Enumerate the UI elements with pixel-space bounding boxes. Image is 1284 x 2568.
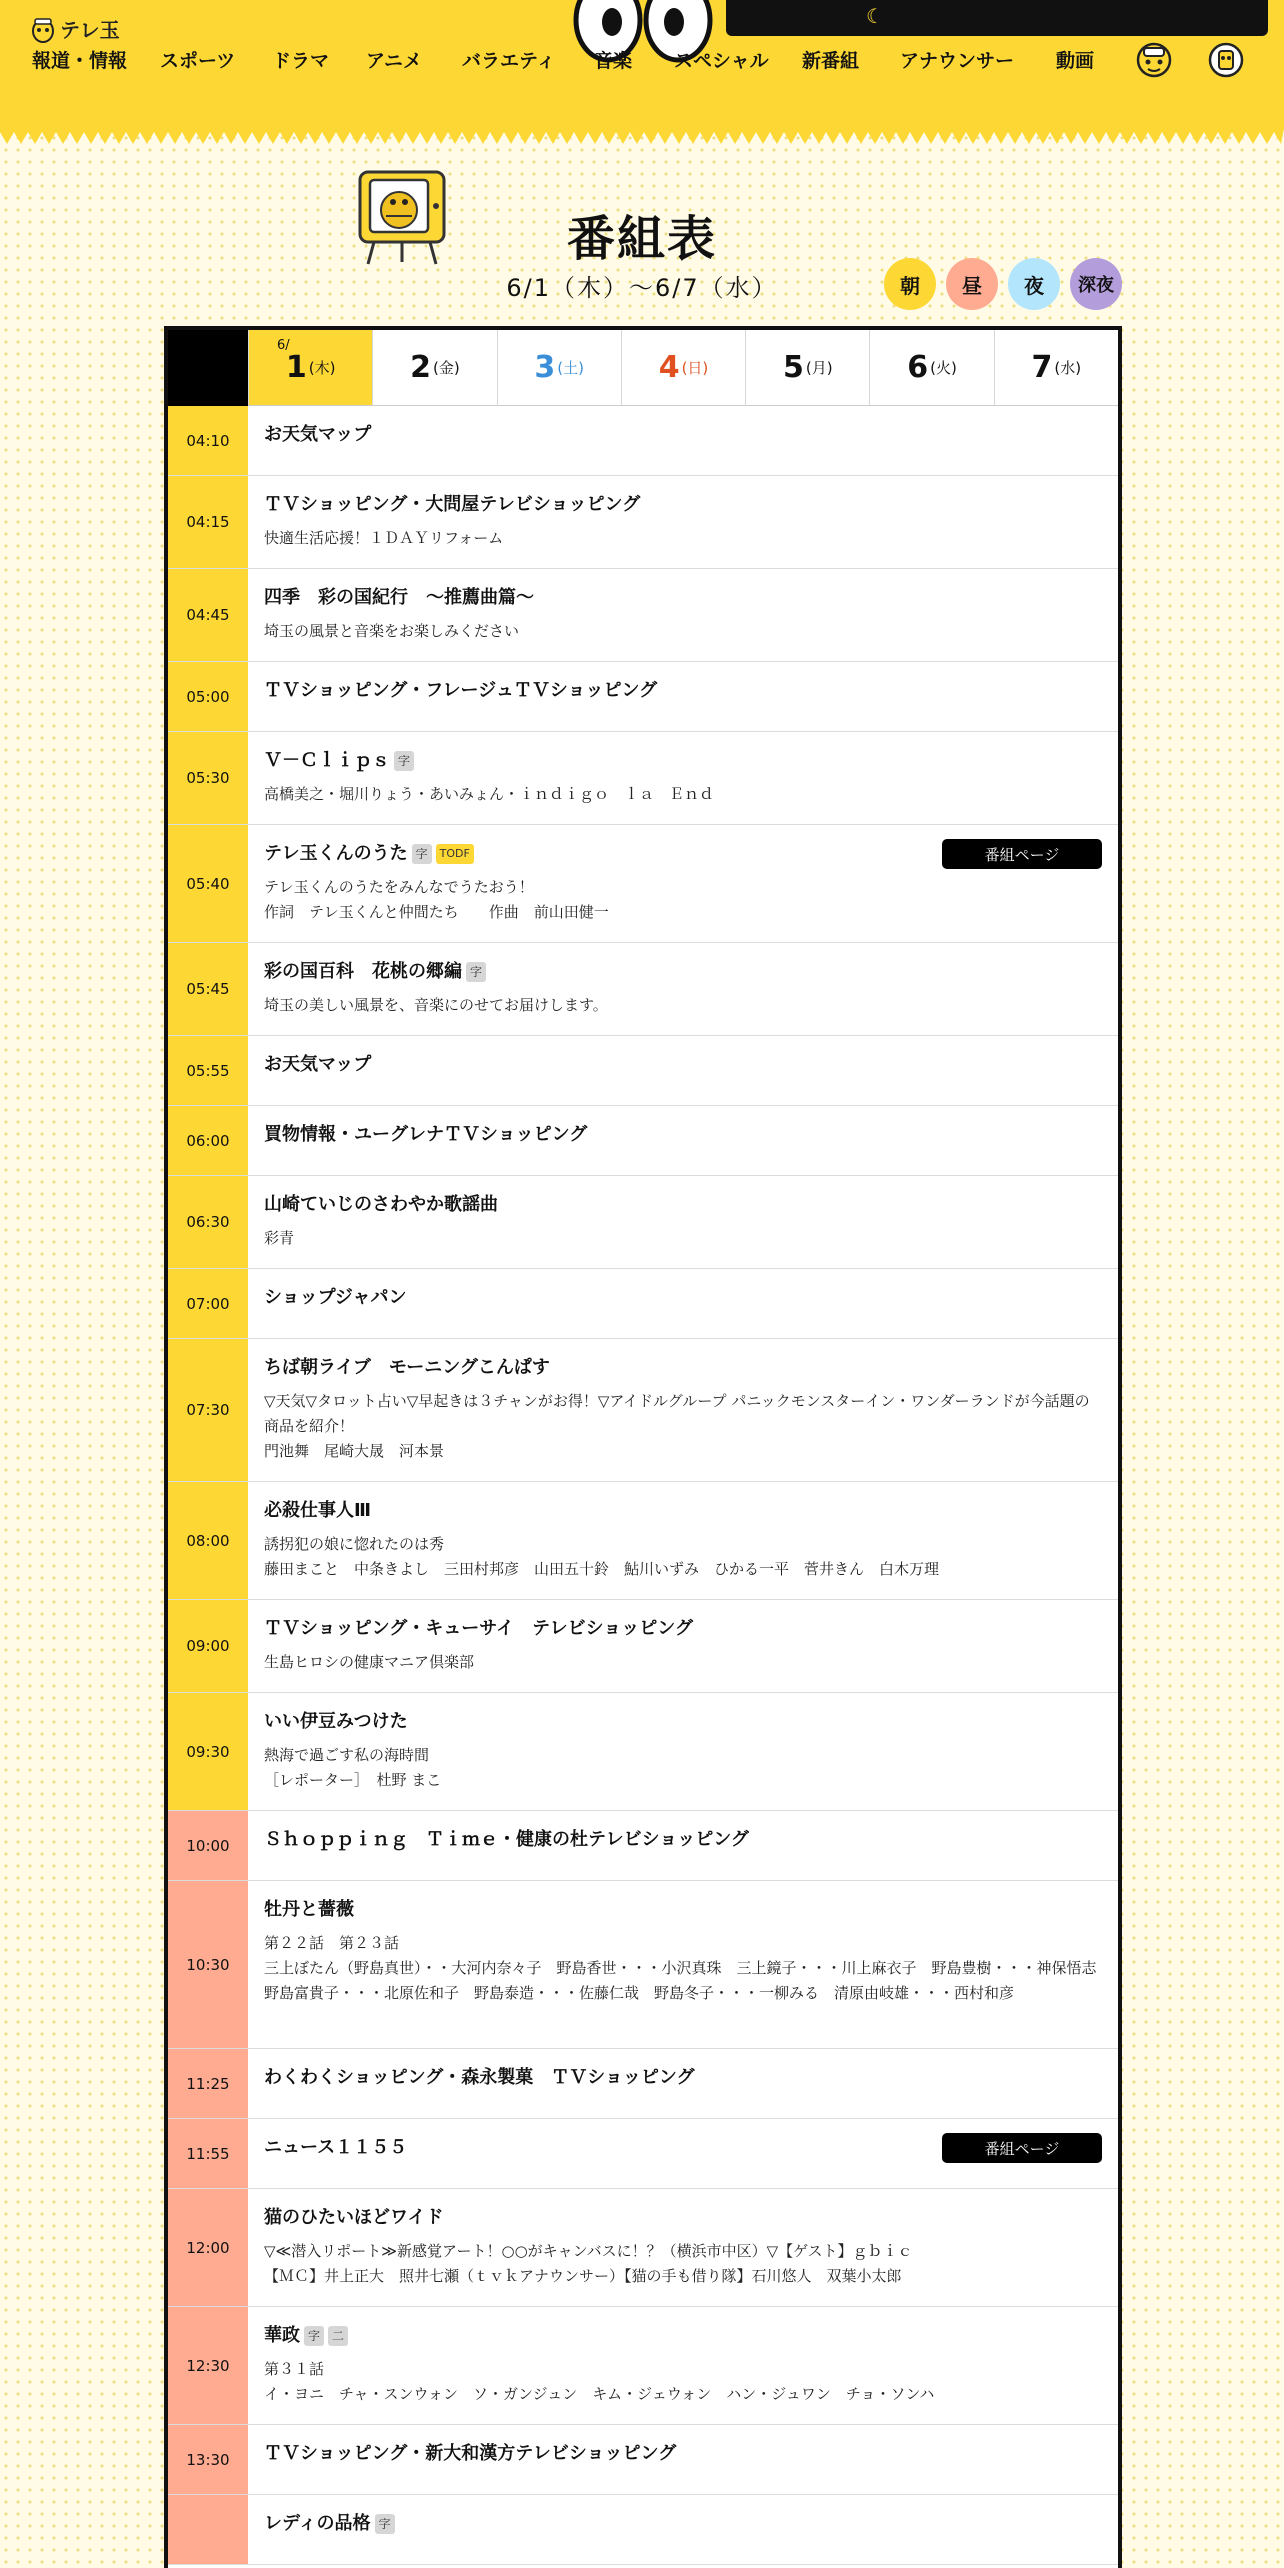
program-time: 11:55 — [168, 2119, 248, 2188]
program-title-line — [264, 2323, 1102, 2349]
tab-day-number: 4 — [658, 350, 680, 385]
tab-day-number: 2 — [410, 350, 431, 385]
nav-item-music[interactable]: 音楽 — [594, 50, 633, 72]
program-time: 11:25 — [168, 2049, 248, 2118]
program-info — [264, 2065, 1102, 2091]
program-title-line — [264, 422, 1102, 448]
subtitle-badge: 字 — [466, 962, 486, 982]
program-description — [264, 619, 1102, 644]
program-time: 07:30 — [168, 1339, 248, 1481]
program-time: 05:00 — [168, 662, 248, 731]
program-time: 04:10 — [168, 406, 248, 475]
program-row[interactable] — [168, 1339, 1118, 1482]
program-row[interactable] — [168, 662, 1118, 732]
program-info — [264, 678, 1102, 704]
program-title-line — [264, 959, 1102, 985]
program-description-line: 彩青 — [264, 1229, 295, 1247]
program-title-line — [264, 748, 1102, 774]
program-title[interactable]: 華政 — [264, 2325, 300, 2346]
tamaru-mascot-icon[interactable] — [1134, 38, 1174, 78]
program-row[interactable] — [168, 1176, 1118, 1269]
program-page-button[interactable]: 番組ページ — [942, 2133, 1102, 2163]
tab-weekday: (金) — [433, 359, 460, 377]
program-description-line: テレ玉くんのうたをみんなでうたおう！ — [264, 878, 534, 896]
program-row[interactable] — [168, 825, 1118, 943]
program-title[interactable]: お天気マップ — [264, 424, 372, 445]
program-title-line — [264, 2205, 1102, 2231]
program-info — [264, 1052, 1102, 1078]
program-row[interactable] — [168, 2049, 1118, 2119]
program-title[interactable]: 猫のひたいほどワイド — [264, 2207, 444, 2228]
subtitle-badge: 字 — [304, 2326, 324, 2346]
program-time: 12:30 — [168, 2307, 248, 2424]
program-time: 09:00 — [168, 1600, 248, 1692]
program-row[interactable] — [168, 1482, 1118, 1600]
day-tab[interactable] — [372, 330, 496, 406]
program-time: 13:30 — [168, 2425, 248, 2494]
program-info — [264, 585, 1102, 644]
program-description-line: 熱海で過ごす私の海時間 — [264, 1746, 430, 1764]
program-description-line: 【ＭＣ】井上正大 照井七瀬（ｔｖｋアナウンサー）【猫の手も借り隊】石川悠人 双葉小太郎 — [264, 2267, 902, 2285]
program-row[interactable] — [168, 2119, 1118, 2189]
program-description — [264, 875, 1102, 925]
program-title-line — [264, 1498, 1102, 1524]
program-description-line: 藤田まこと 中条きよし 三田村邦彦 山田五十鈴 鮎川いずみ ひかる一平 菅井きん 白木万理 — [264, 1560, 940, 1578]
program-info — [264, 1827, 1102, 1853]
program-description — [264, 2239, 1102, 2289]
program-description-line: ▽天気▽タロット占い▽早起きは３チャンがお得！▽アイドルグループ パニックモンスターイン・ワンダーランドが今話題の商品を紹介！ — [264, 1392, 1090, 1435]
program-info — [264, 1355, 1102, 1464]
main-nav — [0, 46, 1284, 76]
tab-weekday: (火) — [930, 359, 957, 377]
program-time: 07:00 — [168, 1269, 248, 1338]
nav-item-news[interactable]: 報道・情報 — [32, 50, 128, 72]
day-tab[interactable] — [621, 330, 745, 406]
day-tab[interactable] — [497, 330, 621, 406]
program-info — [264, 422, 1102, 448]
program-description-line: ▽≪潜入リポート≫新感覚アート！○○がキャンバスに！？（横浜市中区）▽【ゲスト】ｇｂｉｃ — [264, 2242, 913, 2260]
program-title-line — [264, 1827, 1102, 1853]
program-time: 06:00 — [168, 1106, 248, 1175]
program-title[interactable]: ＴＶショッピング・キューサイ テレビショッピング — [264, 1618, 693, 1639]
program-title-line — [264, 1355, 1102, 1381]
program-time: 05:45 — [168, 943, 248, 1035]
tab-weekday: (月) — [805, 359, 833, 377]
program-title[interactable]: 牡丹と薔薇 — [264, 1899, 354, 1920]
program-title[interactable]: 彩の国百科 花桃の郷編 — [264, 961, 462, 982]
program-row[interactable] — [168, 569, 1118, 662]
program-description-line: 生島ヒロシの健康マニア倶楽部 — [264, 1653, 475, 1671]
program-title[interactable]: レディの品格 — [264, 2513, 371, 2534]
program-time: 05:30 — [168, 732, 248, 824]
program-title[interactable]: Ｖ－Ｃｌｉｐｓ — [264, 750, 390, 771]
program-title[interactable]: ニュース１１５５ — [264, 2137, 408, 2158]
bilingual-badge: 二 — [328, 2326, 348, 2346]
program-time: 09:30 — [168, 1693, 248, 1810]
program-title-line — [264, 2441, 1102, 2467]
program-info — [264, 492, 1102, 551]
program-title[interactable]: 買物情報・ユーグレナＴＶショッピング — [264, 1124, 588, 1145]
time-of-day-morning-button[interactable]: 朝 — [884, 258, 936, 310]
program-description-line: 作詞 テレ玉くんと仲間たち 作曲 前山田健一 — [264, 903, 609, 921]
program-row[interactable] — [168, 1600, 1118, 1693]
page-title: 番組表 — [566, 211, 717, 267]
program-title-line — [264, 1285, 1102, 1311]
program-time — [168, 2495, 248, 2564]
program-page-button[interactable]: 番組ページ — [942, 839, 1102, 869]
program-description — [264, 1743, 1102, 1793]
program-description-line: イ・ヨニ チャ・スンウォン ソ・ガンジュン キム・ジェウォン ハン・ジュワン チョ・ソンハ — [264, 2385, 935, 2403]
tab-day-number: 6 — [907, 350, 929, 385]
program-time: 12:00 — [168, 2189, 248, 2306]
program-description-line: 高橋美之・堀川りょう・あいみょん・ｉｎｄｉｇｏ ｌａ Ｅｎｄ — [264, 785, 715, 803]
nav-item-new-programs[interactable]: 新番組 — [802, 50, 860, 72]
program-description-line: 快適生活応援！１ＤＡＹリフォーム — [264, 529, 504, 547]
program-info — [264, 2441, 1102, 2467]
program-row[interactable] — [168, 2495, 1118, 2565]
program-title[interactable]: ＴＶショッピング・新大和漢方テレビショッピング — [264, 2443, 677, 2464]
program-title[interactable]: ちば朝ライブ モーニングこんぱす — [264, 1357, 550, 1378]
tab-day-number: 3 — [534, 350, 556, 385]
program-time: 05:40 — [168, 825, 248, 942]
program-info — [264, 1498, 1102, 1582]
logo-text: テレ玉 — [60, 18, 120, 42]
program-title[interactable]: ショップジャパン — [264, 1287, 407, 1308]
program-info — [264, 959, 1102, 1018]
nav-item-drama[interactable]: ドラマ — [272, 50, 330, 72]
program-row[interactable] — [168, 1693, 1118, 1811]
program-title[interactable]: 山崎ていじのさわやか歌謡曲 — [264, 1194, 498, 1215]
program-title-line — [264, 1897, 1102, 1923]
subtitle-badge: 字 — [394, 751, 414, 771]
program-description-line: 埼玉の風景と音楽をお楽しみください — [264, 622, 520, 640]
day-tab[interactable] — [745, 330, 869, 406]
program-description-line: 三上ぼたん（野島真世）・・大河内奈々子 野島香世・・・小沢真珠 三上鏡子・・・川上麻衣子 野島豊樹・・・神保悟志 野島富貴子・・・北原佐和子 野島泰造・・・佐藤仁哉 野島冬子・・・一柳みる 清原由岐雄・・・西村和彦 — [264, 1959, 1112, 2002]
program-info — [264, 2323, 1102, 2407]
time-of-day-daytime-button[interactable]: 昼 — [946, 258, 998, 310]
program-time: 04:15 — [168, 476, 248, 568]
program-description — [264, 1226, 1102, 1251]
time-of-day-latenight-button[interactable]: 深夜 — [1070, 258, 1122, 310]
program-info — [264, 1709, 1102, 1793]
program-description — [264, 1650, 1102, 1675]
time-of-day-evening-button[interactable]: 夜 — [1008, 258, 1060, 310]
program-title[interactable]: Ｓｈｏｐｐｉｎｇ Ｔｉｍｅ・健康の杜テレビショッピング — [264, 1829, 749, 1850]
tab-weekday: (木) — [308, 359, 336, 377]
tab-weekday: (水) — [1054, 359, 1082, 377]
search-icon[interactable]: ☾ — [866, 4, 884, 28]
tab-weekday: (土) — [557, 359, 584, 377]
day-tabs — [248, 330, 1118, 406]
program-row[interactable] — [168, 2425, 1118, 2495]
program-title-line — [264, 492, 1102, 518]
site-header — [0, 0, 1284, 130]
nav-item-anime[interactable]: アニメ — [366, 50, 423, 72]
program-row[interactable] — [168, 1881, 1118, 2049]
tab-corner — [168, 330, 248, 406]
tab-day-number: 7 — [1031, 350, 1053, 385]
nav-item-sports[interactable]: スポーツ — [160, 50, 236, 72]
program-info — [264, 1616, 1102, 1675]
program-row[interactable] — [168, 406, 1118, 476]
program-description — [264, 782, 1102, 807]
program-row[interactable] — [168, 476, 1118, 569]
program-description-line: ［レポーター］ 杜野 まこ — [264, 1771, 442, 1789]
program-row[interactable] — [168, 732, 1118, 825]
day-tab[interactable] — [248, 330, 372, 406]
program-title[interactable]: お天気マップ — [264, 1054, 372, 1075]
program-description-line: 第２２話 第２３話 — [264, 1934, 400, 1952]
program-title-line — [264, 1192, 1102, 1218]
program-time: 05:55 — [168, 1036, 248, 1105]
tab-weekday: (日) — [681, 359, 709, 377]
program-title-line — [264, 1122, 1102, 1148]
program-info — [264, 1897, 1112, 2006]
nav-item-video[interactable]: 動画 — [1056, 50, 1095, 72]
program-row[interactable] — [168, 2189, 1118, 2307]
program-time: 10:00 — [168, 1811, 248, 1880]
day-tab[interactable] — [869, 330, 993, 406]
program-schedule — [164, 326, 1122, 2568]
program-time: 08:00 — [168, 1482, 248, 1599]
header-search-bar[interactable] — [726, 0, 1268, 36]
program-title-line — [264, 1709, 1102, 1735]
subtitle-badge: 字 — [375, 2514, 395, 2534]
program-title-line — [264, 2511, 1102, 2537]
program-title[interactable]: テレ玉くんのうた — [264, 843, 408, 864]
program-row[interactable] — [168, 943, 1118, 1036]
tab-month: 6/ — [277, 338, 290, 353]
program-row[interactable] — [168, 1106, 1118, 1176]
program-title[interactable]: いい伊豆みつけた — [264, 1711, 408, 1732]
program-title[interactable]: ＴＶショッピング・フレージュＴＶショッピング — [264, 680, 658, 701]
date-range: 6/1（木）〜6/7（水） — [506, 274, 778, 302]
program-description — [264, 1931, 1112, 2006]
program-info — [264, 1122, 1102, 1148]
program-description-line: 第３１話 — [264, 2360, 325, 2378]
program-description — [264, 993, 1102, 1018]
tereta-mascot-icon — [30, 15, 56, 43]
program-description — [264, 1532, 1102, 1582]
program-info — [264, 1192, 1102, 1251]
program-description-line: 誘拐犯の娘に惚れたのは秀 — [264, 1535, 445, 1553]
program-description — [264, 1389, 1102, 1464]
program-title-line — [264, 2065, 1102, 2091]
program-time: 04:45 — [168, 569, 248, 661]
program-info — [264, 1285, 1102, 1311]
program-time: 10:30 — [168, 1881, 248, 2048]
daruma-mascot-icon[interactable] — [1206, 38, 1246, 78]
program-title-line — [264, 1052, 1102, 1078]
tab-day-number: 1 — [285, 350, 307, 385]
program-time: 06:30 — [168, 1176, 248, 1268]
nav-item-variety[interactable]: バラエティ — [462, 50, 556, 72]
program-title[interactable]: 必殺仕事人Ⅲ — [264, 1500, 372, 1521]
nav-item-announcer[interactable]: アナウンサー — [900, 50, 1015, 72]
program-description-line: 門池舞 尾崎大晟 河本景 — [264, 1442, 445, 1460]
tab-day-number: 5 — [782, 350, 804, 385]
program-row[interactable] — [168, 2307, 1118, 2425]
program-description — [264, 526, 1102, 551]
program-list — [168, 406, 1118, 2565]
program-description — [264, 2357, 1102, 2407]
subtitle-badge: 字 — [412, 844, 432, 864]
program-description-line: 埼玉の美しい風景を、音楽にのせてお届けします。 — [264, 996, 608, 1014]
nav-item-special[interactable]: スペシャル — [674, 50, 769, 72]
program-info — [264, 2511, 1102, 2537]
program-title[interactable]: 四季 彩の国紀行 ～推薦曲篇～ — [264, 587, 534, 608]
program-row[interactable] — [168, 1269, 1118, 1339]
todf-badge: TODF — [436, 844, 474, 864]
program-title[interactable]: ＴＶショッピング・大問屋テレビショッピング — [264, 494, 641, 515]
program-row[interactable] — [168, 1811, 1118, 1881]
program-title-line — [264, 678, 1102, 704]
site-logo[interactable] — [30, 14, 120, 43]
program-info — [264, 748, 1102, 807]
program-title-line — [264, 1616, 1102, 1642]
program-title-line — [264, 585, 1102, 611]
header-zigzag-edge — [0, 128, 1284, 152]
day-tab[interactable] — [994, 330, 1118, 406]
program-info — [264, 2205, 1102, 2289]
program-row[interactable] — [168, 1036, 1118, 1106]
program-title[interactable]: わくわくショッピング・森永製菓 ＴＶショッピング — [264, 2067, 695, 2088]
